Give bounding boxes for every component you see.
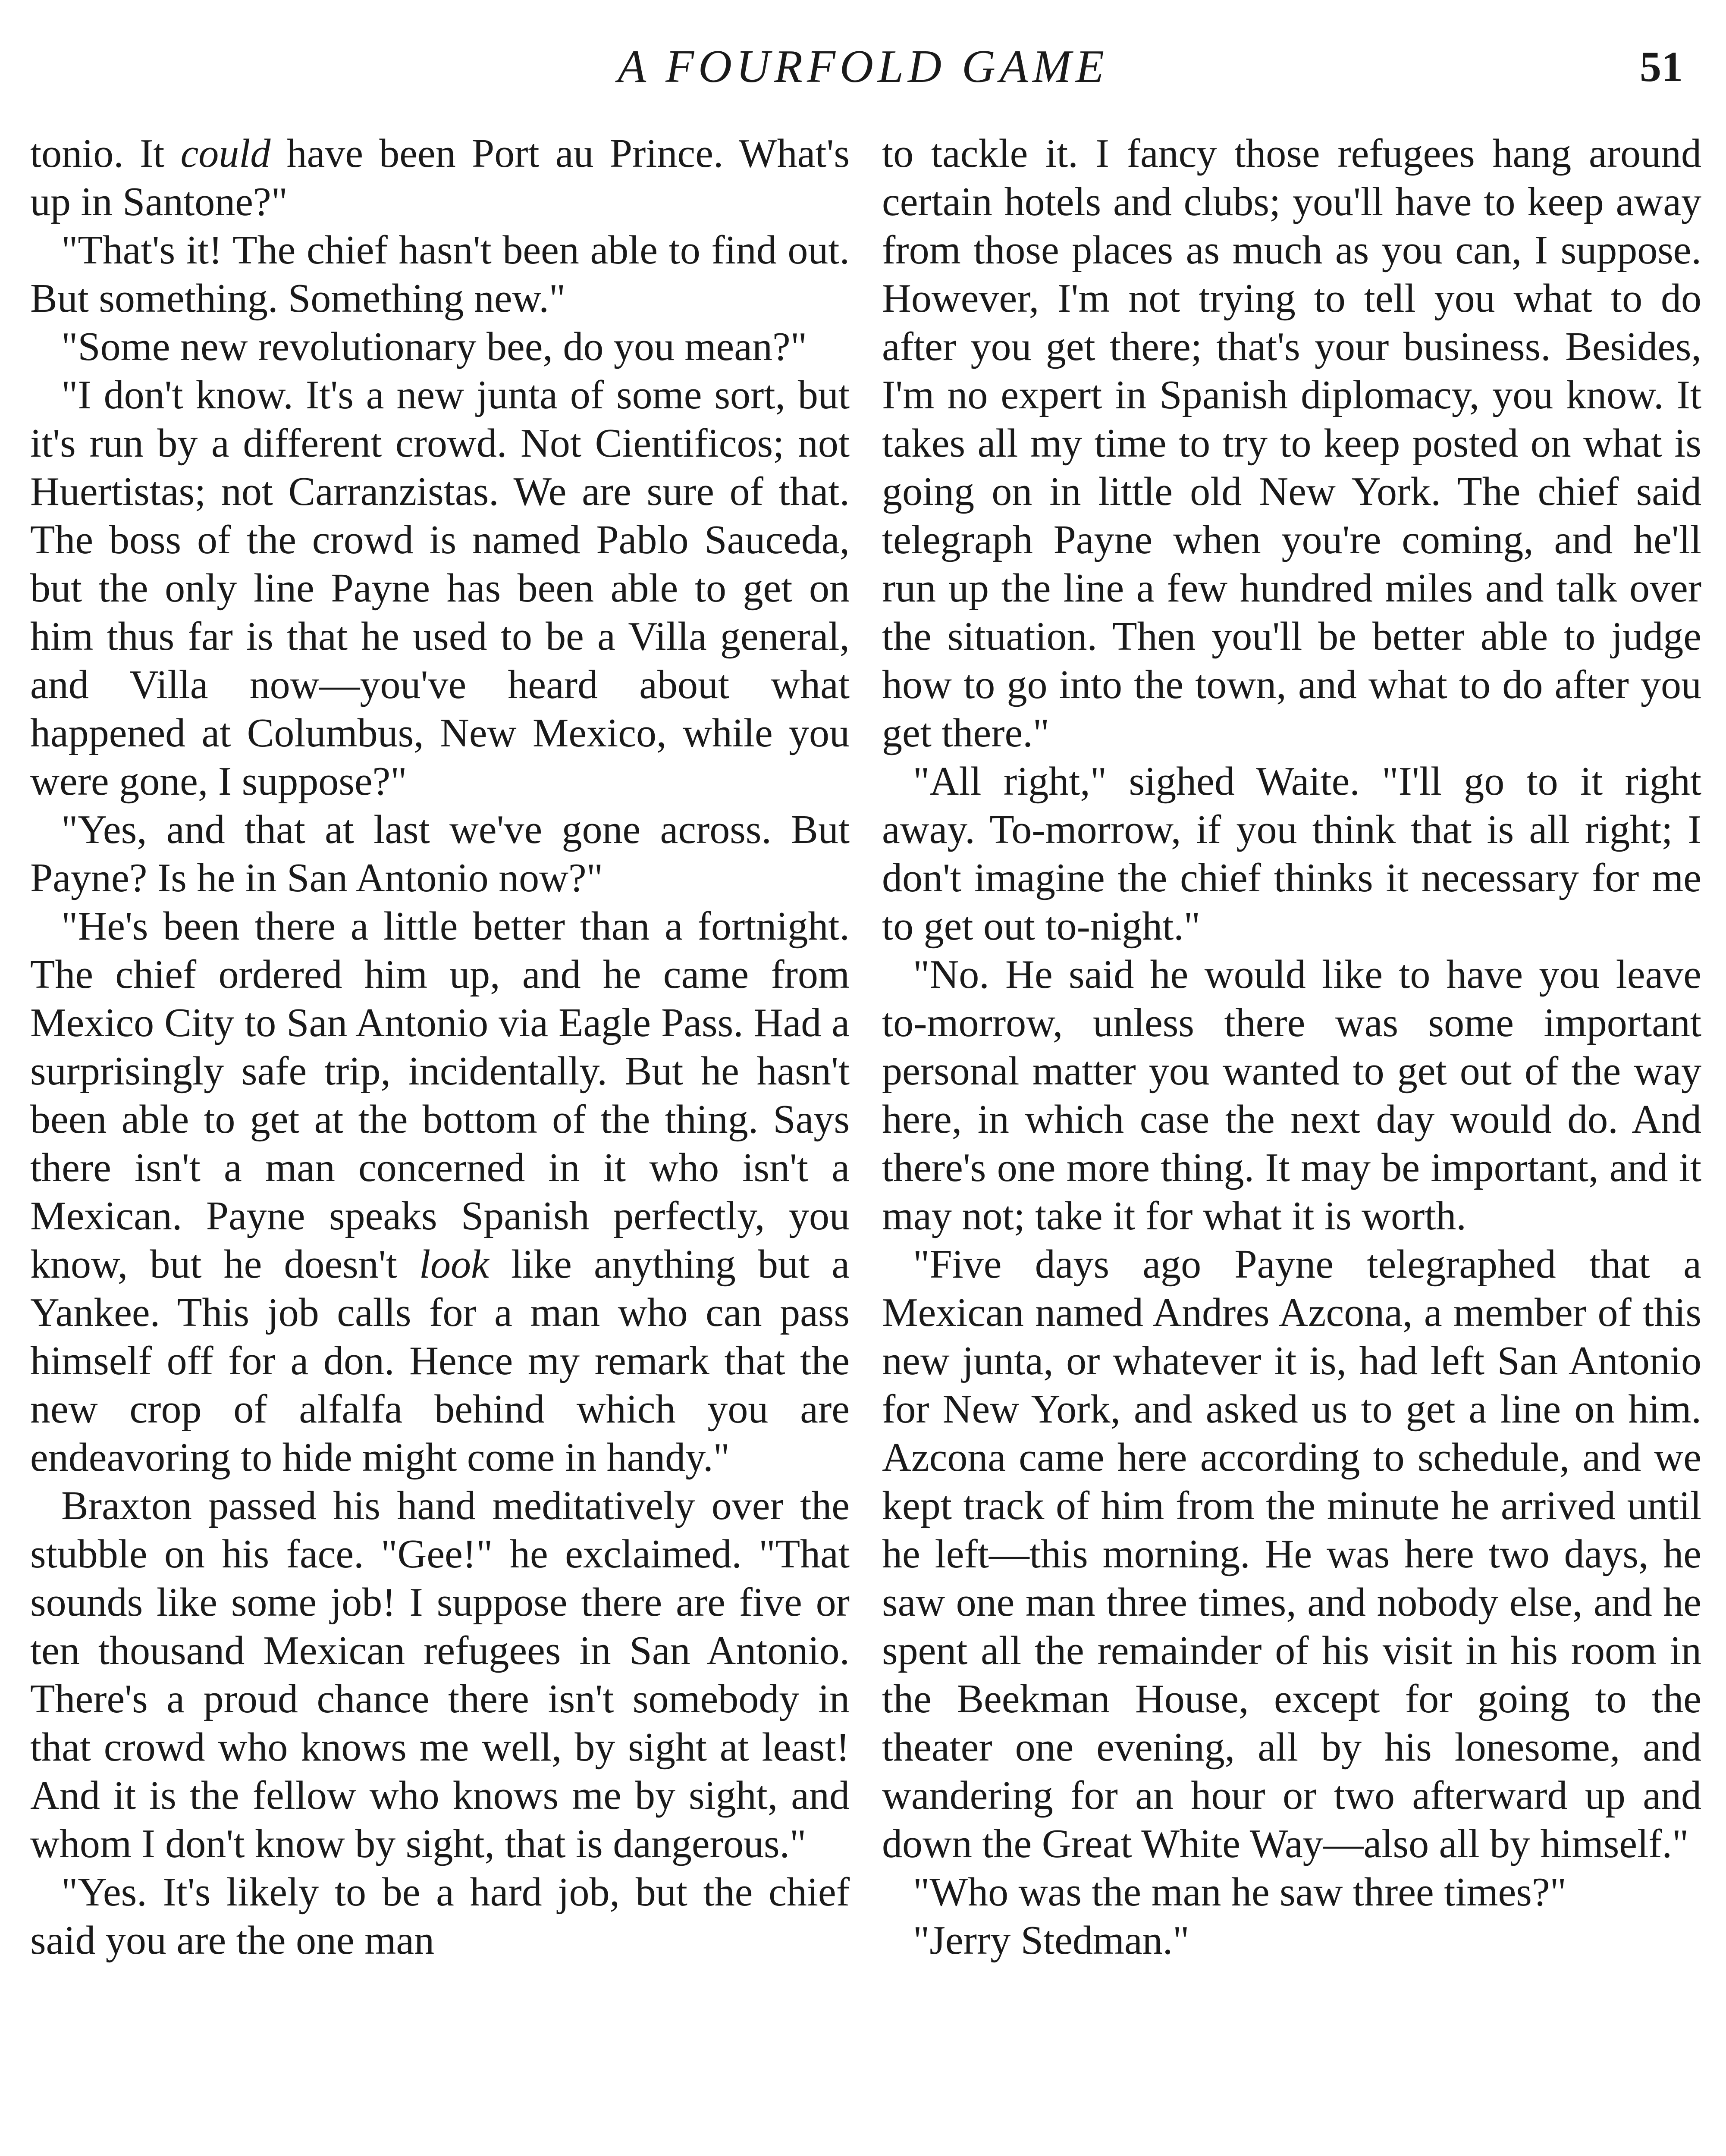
left-column	[30, 129, 850, 1965]
paragraph: "Jerry Stedman."	[913, 1918, 1189, 1963]
paragraph: to tackle it. I fancy those refugees hang around certain hotels and clubs; you'll have to keep away from those places as much as you can, I suppose. However, I'm not trying to tell you what to do after you get there; that's your business. Besides, I'm no expert in Spanish diplomacy, you know. It takes all my time to try to keep posted on what is going on in little old New York. The chief said telegraph Payne when you're coming, and he'll run up the line a few hundred miles and talk over the situation. Then you'll be better able to judge how to go into the town, and what to do after you get there."	[882, 131, 1701, 755]
paragraph: "Five days ago Payne telegraphed that a Mexican named Andres Azcona, a member of this new junta, or whatever it is, had left San Antonio for New York, and asked us to get a line on him. Azcona came here according to schedule, and we kept track of him from the minute he arrived until he left—this morning. He was here two days, he saw one man three times, and nobody else, and he spent all the remainder of his visit in his room in the Beekman House, except for going to the theater one evening, all by his lonesome, and wandering for an hour or two afterward up and down the Great White Way—also all by himself."	[882, 1242, 1701, 1866]
running-title: A FOURFOLD GAME	[618, 41, 1108, 92]
paragraph: "All right," sighed Waite. "I'll go to it right away. To-morrow, if you think that is all right; I don't imagine the chief thinks it necessary for me to get out to-night."	[882, 759, 1701, 949]
paragraph: "He's been there a little better than a fortnight. The chief ordered him up, and he came from Mexico City to San Antonio via Eagle Pass. Had a surprisingly safe trip, incidentally. But he hasn't been able to get at the bottom of the thing. Says there isn't a man concerned in it who isn't a Mexican. Payne speaks Spanish perfectly, you know, but he doesn't look like anything but a Yankee. This job calls for a man who can pass himself off for a don. Hence my remark that the new crop of alfalfa behind which you are endeavoring to hide might come in handy."	[30, 904, 850, 1480]
paragraph: "I don't know. It's a new junta of some sort, but it's run by a different crowd. Not Cientificos; not Huertistas; not Carranzistas. We are sure of that. The boss of the crowd is named Pablo Sauceda, but the only line Payne has been able to get on him thus far is that he used to be a Villa general, and Villa now—you've heard about what happened at Columbus, New Mexico, while you were gone, I suppose?"	[30, 373, 850, 804]
page-number: 51	[1640, 43, 1683, 91]
paragraph: Braxton passed his hand meditatively over the stubble on his face. "Gee!" he exclaimed. "That sounds like some job! I suppose there are five or ten thousand Mexican refugees in San Antonio. There's a proud chance there isn't somebody in that crowd who knows me well, by sight at least! And it is the fellow who knows me by sight, and whom I don't know by sight, that is dangerous."	[30, 1483, 850, 1866]
paragraph: "Some new revolutionary bee, do you mean?"	[61, 324, 807, 369]
paragraph: "That's it! The chief hasn't been able to find out. But something. Something new."	[30, 228, 850, 321]
paragraph: "Who was the man he saw three times?"	[913, 1870, 1566, 1915]
right-column	[882, 129, 1701, 1965]
paragraph: "No. He said he would like to have you leave to-morrow, unless there was some important personal matter you wanted to get out of the way here, in which case the next day would do. And there's one more thing. It may be important, and it may not; take it for what it is worth.	[882, 952, 1701, 1238]
paragraph: "Yes. It's likely to be a hard job, but the chief said you are the one man	[30, 1870, 850, 1963]
paragraph: "Yes, and that at last we've gone across. But Payne? Is he in San Antonio now?"	[30, 807, 850, 900]
paragraph: tonio. It could have been Port au Prince. What's up in Santone?"	[30, 131, 850, 224]
page-header	[26, 34, 1700, 99]
